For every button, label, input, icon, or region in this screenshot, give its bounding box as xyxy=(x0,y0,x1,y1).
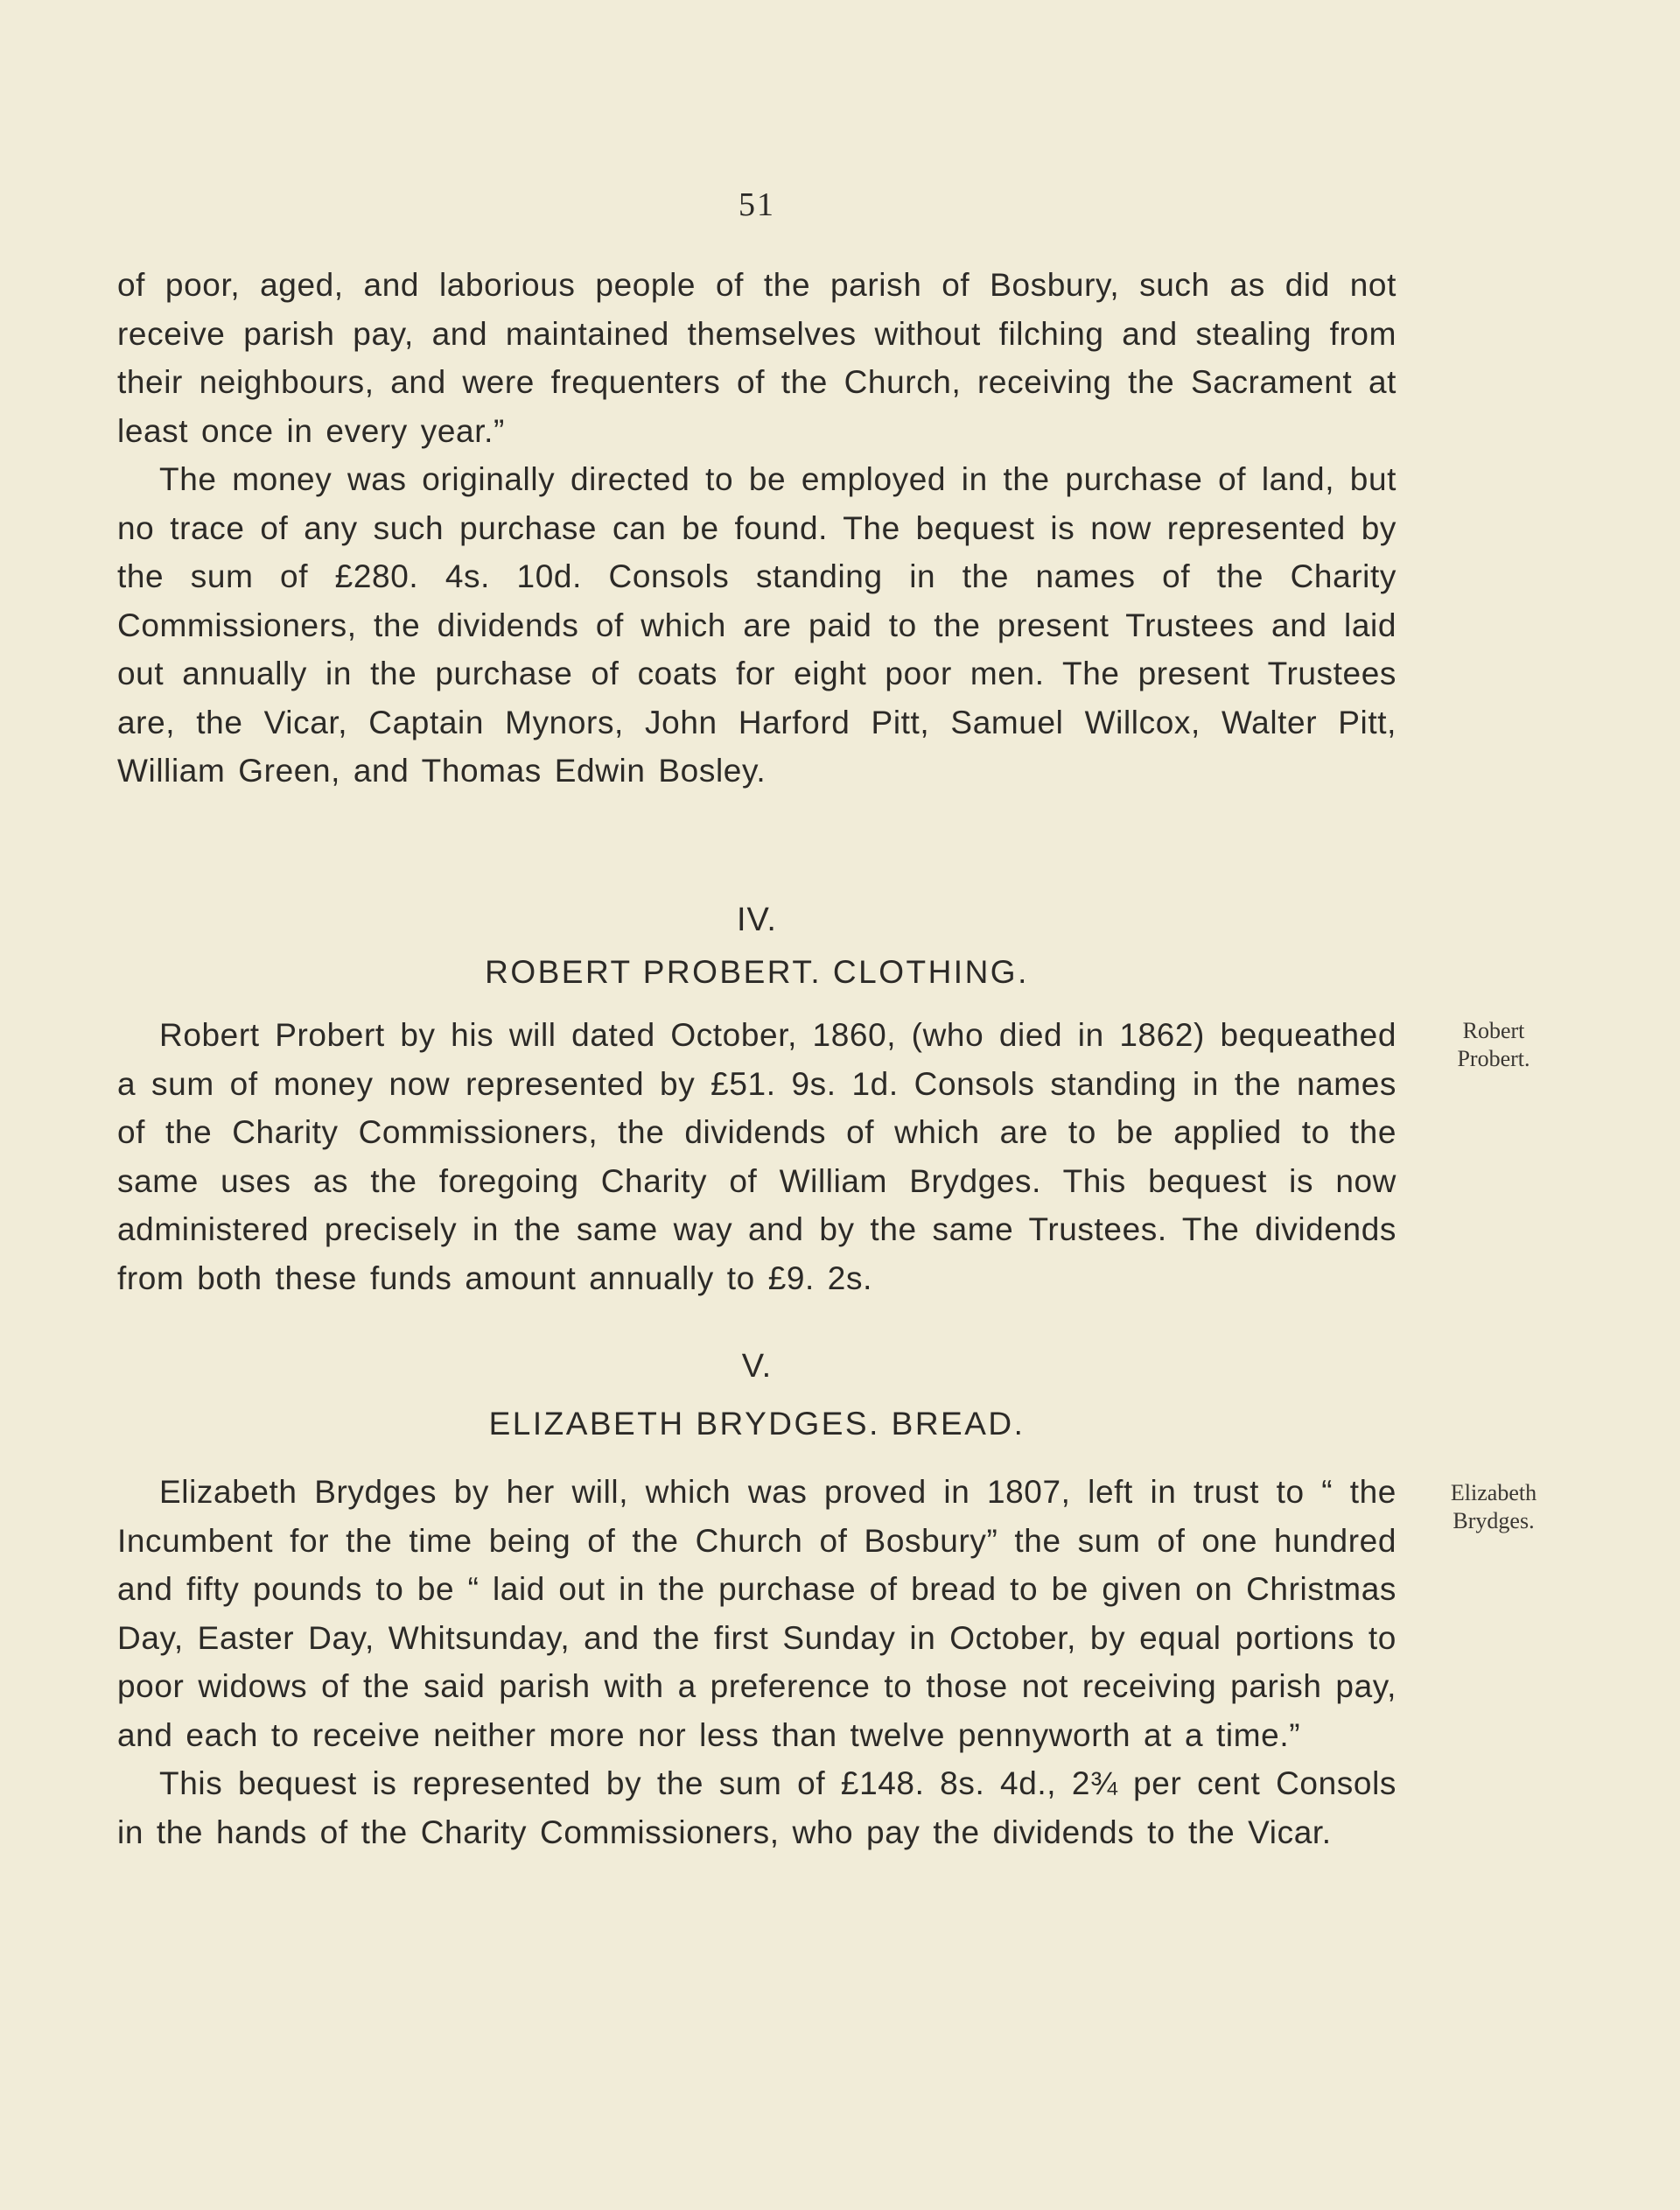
section-iv-text-block xyxy=(117,1011,1396,1302)
section-v-text-block xyxy=(117,1468,1396,1856)
section-iv-heading: ROBERT PROBERT. CLOTHING. xyxy=(485,954,1029,990)
section-v-margin-note xyxy=(1428,1479,1559,1535)
section-v-paragraph-consols: This bequest is represented by the sum of £148. 8s. 4d., 2¾ per cent Consols in the hands of the Charity Commissioners, who pay the dividends to the Vicar. xyxy=(117,1765,1396,1850)
section-iv-paragraph: Robert Probert by his will dated October, 1860, (who died in 1862) bequeathed a sum of money now represented by £51. 9s. 1d. Consols standing in the names of the Charity Commissioners, the dividends of which are to be applied to the same uses as the foregoing Charity of William Brydges. This bequest is now administered precisely in the same way and by the same Trustees. The dividends from both these funds amount annually to £9. 2s. xyxy=(117,1017,1396,1296)
intro-paragraph-continuation: of poor, aged, and laborious people of the parish of Bosbury, such as did not receive parish pay, and maintained themselves without filching and stealing from their neighbours, and were frequenters of the Church, receiving the Sacrament at least once in every year.” xyxy=(117,267,1396,449)
margin-note-line: Brydges. xyxy=(1452,1508,1535,1533)
section-iv-number: IV. xyxy=(737,902,777,938)
section-v-number: V. xyxy=(741,1348,773,1385)
section-v-heading: ELIZABETH BRYDGES. BREAD. xyxy=(488,1406,1026,1442)
intro-paragraph-trustees: The money was originally directed to be employed in the purchase of land, but no trace of any such purchase can be found. The bequest is now represented by the sum of £280. 4s. 10d. Consols standing in the names of the Charity Commissioners, the dividends of which are paid to the present Trustees and laid out annually in the purchase of coats for eight poor men. The present Trustees are, the Vicar, Captain Mynors, John Harford Pitt, Samuel Willcox, Walter Pitt, William Green, and Thomas Edwin Bosley. xyxy=(117,461,1396,789)
margin-note-line: Robert xyxy=(1462,1018,1525,1043)
intro-text-block xyxy=(117,261,1396,796)
margin-note-line: Elizabeth xyxy=(1450,1480,1537,1505)
section-v-paragraph-will: Elizabeth Brydges by her will, which was proved in 1807, left in trust to “ the Incumbent for the time being of the Church of Bosbury” the sum of one hundred and fifty pounds to be “ laid out in the purchase of bread to be given on Christmas Day, Easter Day, Whitsunday, and the first Sunday in October, by equal portions to poor widows of the said parish with a preference to those not receiving parish pay, and each to receive neither more nor less than twelve pennyworth at a time.” xyxy=(117,1474,1396,1753)
section-iv-margin-note xyxy=(1428,1017,1559,1073)
margin-note-line: Probert. xyxy=(1457,1046,1530,1071)
page-number: 51 xyxy=(738,186,775,223)
